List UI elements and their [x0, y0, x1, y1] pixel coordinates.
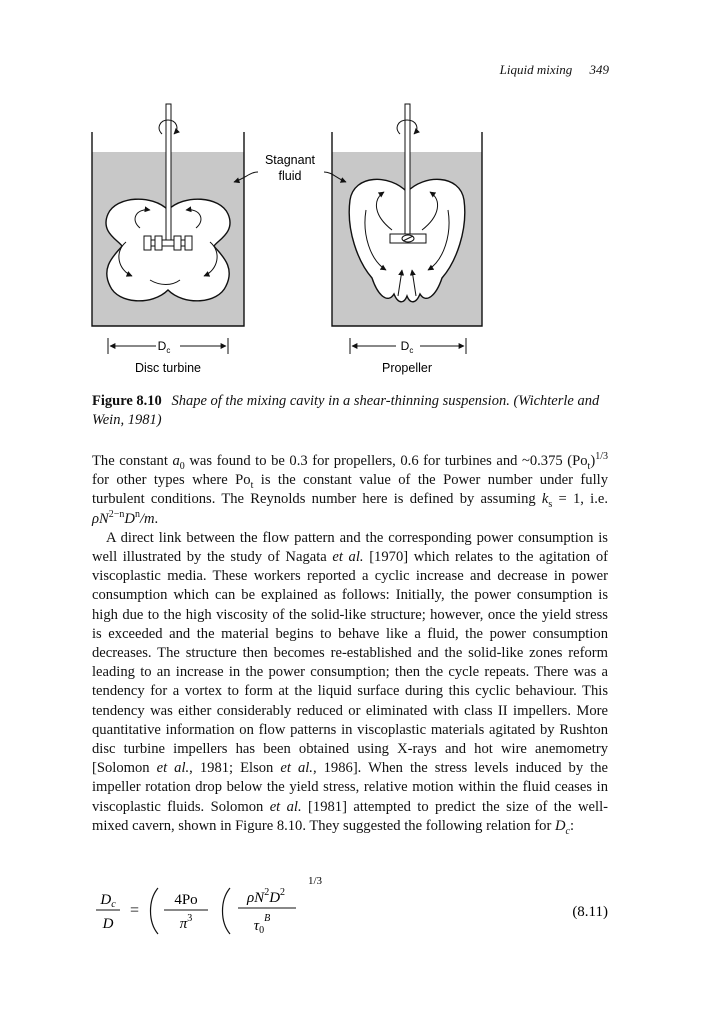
ks-subscript: s: [548, 499, 553, 511]
eq-f1-den-exp: 3: [187, 913, 193, 924]
dc-symbol: D: [555, 817, 566, 834]
eq-f2-num-exp1: 2: [264, 887, 270, 898]
p1-text-1: The constant: [92, 453, 168, 469]
eq-f2-num-d: D: [269, 890, 281, 906]
p2-text-3: , 1981; Elson: [189, 760, 274, 777]
etal-3: et al.: [280, 760, 313, 777]
eq-number: (8.11): [572, 904, 608, 920]
propeller-impeller: [390, 234, 426, 243]
eq-f2-den: τ: [253, 918, 260, 934]
equation-svg: [92, 872, 612, 942]
paragraph-1: [92, 452, 608, 529]
left-shaft: [166, 104, 171, 244]
dc-left-sub: c: [166, 346, 171, 355]
right-shaft: [405, 104, 410, 236]
dc-left-label: D: [157, 339, 167, 353]
figure-8-10: [80, 100, 620, 380]
re-exp-2: n: [134, 508, 140, 520]
eq-lhs-den: D: [102, 916, 114, 932]
figure-caption-text: Shape of the mixing cavity in a shear-thinning suspension. (Wichterle and Wein, 1981): [92, 393, 600, 428]
disc-turbine-label: Disc turbine: [135, 361, 201, 375]
svg-text:π3: [180, 913, 193, 932]
dc-right-sub: c: [409, 346, 414, 355]
ks-symbol: k: [541, 491, 549, 508]
equation-8-11: [92, 872, 612, 942]
p1-text-5: = 1, i.e.: [558, 491, 608, 508]
body-text: [92, 452, 608, 836]
p1-period: .: [154, 510, 159, 527]
eq-lhs-num-sub: c: [111, 899, 116, 910]
eq-f1-num: 4Po: [174, 892, 198, 908]
propeller-label: Propeller: [381, 361, 433, 375]
stagnant-label-line2: fluid: [278, 169, 302, 183]
etal-1: et al.: [332, 549, 364, 566]
svg-text:τ0B: [254, 913, 270, 936]
disc-turbine-tank: [92, 104, 244, 326]
p2-text-2: [1970] which relates to the agitation of viscoplastic media. These workers reported a cyclic increase and decrease in power consumption which can be explained as follows: Initially, the power consumption is high due to the high viscosity of the solid-like structure; however, once the yield stress is exceeded and the material begins to behave like a fluid, the power consumption decreases. The structure then becomes re-established and the solid-like zones reform leading to an increase in the power consumption; then the cycle repeats. There was a tendency for a vortex to form at the liquid surface during this cyclic behaviour. This tendency was either considerably reduced or eliminated with class II impellers. More quantitative information on flow patterns in viscoplastic materials agitated by Rushton disc turbine impellers has been obtained using X-rays and hot wire anemometry [Solomon: [92, 549, 608, 777]
eq-f1-den: π: [179, 916, 188, 932]
right-dimension: [350, 338, 466, 355]
svg-text:ρN2D2: [246, 887, 285, 906]
etal-2: et al.: [156, 760, 190, 777]
eq-equals: =: [130, 902, 140, 919]
re-exp-1: 2−n: [108, 508, 125, 520]
svg-text:Dc: [158, 339, 171, 355]
eq-f2-num: ρN: [246, 890, 265, 906]
p1-text-2: was found to be 0.3 for propellers, 0.6 for turbines and ~0.375 (Po: [189, 453, 588, 469]
figure-caption: [92, 392, 612, 430]
dc-right-label: D: [400, 339, 410, 353]
section-title: Liquid mixing: [499, 62, 573, 77]
page-number: 349: [589, 62, 609, 77]
a0-subscript: 0: [179, 460, 185, 472]
svg-text:Dc: [401, 339, 414, 355]
p1-text-4: is the constant value of the Power number under fully turbulent conditions. The Reynolds number here is defined by assuming: [92, 472, 608, 508]
a0-symbol: a: [172, 453, 180, 469]
propeller-tank: [332, 104, 482, 326]
paragraph-2: [92, 529, 608, 836]
eq-f2-num-exp2: 2: [280, 887, 286, 898]
eq-paren-2: [223, 888, 231, 934]
running-head: [500, 62, 609, 78]
eq-f2-den-sub: 0: [259, 925, 265, 936]
svg-text:Dc: [99, 892, 116, 910]
left-dimension: [108, 338, 228, 355]
p2-text-1: A direct link between the flow pattern and the corresponding power consumption is well illustrated by the study of Nagata: [92, 529, 608, 566]
re-d: D: [124, 510, 135, 527]
p2-text-5: [1981] attempted to predict the size of the well-mixed cavern, shown in Figure 8.10. They suggested the following relation for: [92, 798, 609, 834]
p1-text-3: for other types where Po: [92, 472, 251, 489]
etal-4: et al.: [269, 798, 302, 815]
p1-close-paren: ): [590, 453, 596, 469]
re-m: /m: [139, 510, 155, 527]
pot-subscript-1: t: [587, 460, 591, 472]
one-third-exponent: 1/3: [595, 451, 608, 463]
eq-paren-1: [151, 888, 159, 934]
re-rho-n: ρN: [92, 510, 109, 527]
p2-text-4: , 1986]. When the stress levels induced by the impeller rotation drop below the yield stress, relative motion within the fluid ceases in viscoplastic fluids. Solomon: [92, 760, 608, 815]
eq-power: 1/3: [308, 875, 323, 887]
dc-subscript: c: [565, 825, 570, 837]
eq-f2-den-exp: B: [264, 913, 271, 924]
figure-label: Figure 8.10: [92, 393, 162, 409]
mixing-cavity-diagram: [80, 100, 620, 380]
pot-subscript-2: t: [250, 480, 254, 492]
eq-lhs-num: D: [100, 892, 112, 908]
stagnant-label-line1: Stagnant: [264, 153, 316, 167]
p2-colon: :: [570, 817, 575, 834]
